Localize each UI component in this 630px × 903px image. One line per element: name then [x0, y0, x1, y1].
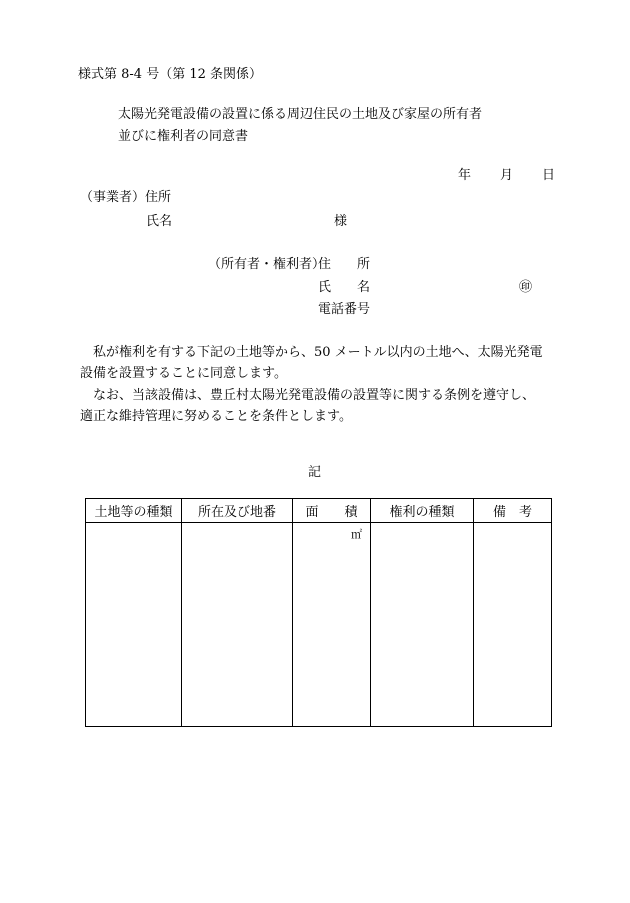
- header-area: 面 積: [293, 499, 371, 523]
- date-day-label: 日: [542, 168, 556, 183]
- table-header-row: [86, 499, 552, 523]
- seal-mark: ㊞: [519, 280, 533, 295]
- header-location: 所在及び地番: [182, 499, 293, 523]
- document-title-line-1: 太陽光発電設備の設置に係る周辺住民の土地及び家屋の所有者: [118, 107, 483, 122]
- header-right-type: 権利の種類: [371, 499, 474, 523]
- honorific-sama: 様: [334, 214, 348, 229]
- cell-right-type[interactable]: [371, 523, 474, 727]
- date-year-label: 年: [458, 168, 472, 183]
- owner-label: （所有者・権利者）: [208, 257, 326, 272]
- header-land-type: 土地等の種類: [86, 499, 182, 523]
- header-remarks: 備 考: [474, 499, 552, 523]
- consent-text-line-4: 適正な維持管理に努めることを条件とします。: [80, 409, 352, 424]
- consent-text-line-2: 設備を設置することに同意します。: [80, 366, 287, 381]
- form-number: 様式第 8-4 号（第 12 条関係）: [78, 67, 263, 82]
- consent-text-line-1: 私が権利を有する下記の土地等から、50 メートル以内の土地へ、太陽光発電: [80, 345, 543, 360]
- business-name-label: 氏名: [146, 214, 173, 229]
- area-unit: ㎡: [351, 528, 362, 541]
- cell-location[interactable]: [182, 523, 293, 727]
- owner-phone-label: 電話番号: [318, 302, 371, 317]
- cell-area[interactable]: [293, 523, 371, 727]
- cell-remarks[interactable]: [474, 523, 552, 727]
- document-title-line-2: 並びに権利者の同意書: [118, 129, 249, 144]
- date-line: [458, 164, 555, 183]
- ki-heading: 記: [308, 465, 322, 480]
- owner-address-label: 住 所: [318, 257, 371, 272]
- land-details-table: [85, 498, 552, 727]
- business-address-label: （事業者）住所: [80, 190, 172, 205]
- table-row: [86, 523, 552, 727]
- consent-text-line-3: なお、当該設備は、豊丘村太陽光発電設備の設置等に関する条例を遵守し、: [80, 388, 536, 403]
- owner-name-label: 氏 名: [318, 280, 371, 295]
- cell-land-type[interactable]: [86, 523, 182, 727]
- date-month-label: 月: [500, 168, 514, 183]
